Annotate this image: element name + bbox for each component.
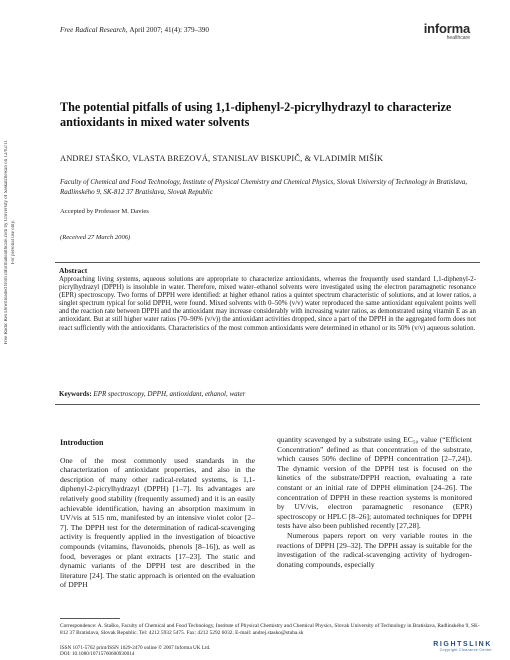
received-date: (Received 27 March 2006) bbox=[60, 234, 131, 241]
doi-line: DOI: 10.1080/10715760600930014 bbox=[60, 651, 135, 658]
abstract-top-rule bbox=[55, 262, 480, 263]
footnote-rule bbox=[60, 618, 120, 619]
body-paragraph: Numerous papers report on very variable routes in the reactions of DPPH [29–32]. The DPPH assay is suitable for the investigation of the radical-scavenging activity of hydrogen-donating compounds, especially bbox=[277, 530, 472, 569]
keywords-list: EPR spectroscopy, DPPH, antioxidant, ethanol, water bbox=[93, 390, 246, 398]
abstract-heading: Abstract bbox=[59, 266, 88, 275]
abstract-bottom-rule bbox=[55, 404, 480, 405]
publisher-logo bbox=[424, 22, 470, 41]
download-stamp bbox=[0, 140, 20, 370]
journal-header bbox=[60, 26, 209, 34]
abstract-block bbox=[55, 266, 480, 333]
body-paragraph: One of the most commonly used standards in the characterization of antioxidant properties, and also in the description of many other radical-related systems, is 1,1-diphenyl-2-picrylhydrazyl (DPPH) [1–7]. Its advantages are relatively good stability (frequently assumed) and it is an easily achievable identification, having an absorption maximum in UV/vis at 515 nm, manifested by an intensive violet color [2–7]. The DPPH test for the determination of radical-scavenging activity is frequently applied in the investigation of bioactive compounds (vitamins, flavonoids, phenols [8–16]), as well as food, beverages or plant extracts [17–23]. The static and dynamic variants of the DPPH test are described in the literature [24]. The static approach is oriented on the evaluation of DPPH bbox=[60, 455, 255, 590]
rightslink-wordmark: RIGHTSLINK bbox=[433, 641, 492, 648]
publication-info bbox=[60, 645, 210, 657]
body-column-left bbox=[60, 438, 255, 590]
correspondence-footnote: Correspondence: A. Staško, Faculty of Chemical and Food Technology, Institute of Physical Chemistry and Chemical Physics, Slovak University of Technology in Bratislava, Radlinského 9, SK-812 37 Bratislava, Slovak Republic. Tel: 4212 5932 5475. Fax: 4212 5292 6032. E-mail: andrej.stasko@stuba.sk bbox=[60, 623, 480, 636]
logo-wordmark: informa bbox=[423, 21, 470, 36]
download-stamp-line2: For personal use only. bbox=[11, 220, 16, 265]
rightslink-logo bbox=[433, 641, 492, 652]
rightslink-subtitle: Copyright Clearance Center bbox=[439, 648, 492, 652]
article-title: The potential pitfalls of using 1,1-diphenyl-2-picrylhydrazyl to characterize antioxidants in mixed water solvents bbox=[60, 100, 452, 129]
abstract-text: Approaching living systems, aqueous solutions are appropriate to characterize antioxidants, whereas the frequently used standard 1,1-diphenyl-2-picrylhydrazyl (DPPH) is insoluble in water. Therefore, mixed water–ethanol solvents were investigated using the electron paramagnetic resonance (EPR) spectroscopy. Two forms of DPPH were identified: at higher ethanol ratios a quintet spectrum characteristic of solutions, and at lower ratios, a singlet spectrum typical for solid DPPH, were found. Mixed solvents with 0–50% (v/v) water reproduced the same antioxidant equivalent points well and the reaction rate between DPPH and the antioxidant may increase considerably with increasing water ratios, as demonstrated using vitamin E as an antioxidant. But at still higher water ratios (70–90% (v/v)) the antioxidant activities dropped, since a part of the DPPH in the aggregated form does not react sufficiently with the antioxidants. Characteristics of the most common antioxidants were determined in ethanol or its 50% (v/v) aqueous solution. bbox=[59, 276, 476, 332]
keywords-line bbox=[59, 390, 245, 398]
body-paragraph: quantity scavenged by a substrate using EC₅₀ value (“Efficient Concentration” defined as that concentration of the substrate, which causes 50% decline of DPPH concentration [2–7,24]). The dynamic version of the DPPH test is focused on the kinetics of the substrate/DPPH reaction, evaluating a rate constant or an initial rate of DPPH elimination [24–26]. The concentration of DPPH in these reaction systems is monitored by UV/vis, electron paramagnetic resonance (EPR) spectroscopy or HPLC [8–26]; automated techniques for DPPH tests have also been published recently [27,28]. bbox=[277, 435, 472, 531]
body-column-right bbox=[277, 435, 472, 569]
logo-subtitle: healthcare bbox=[446, 35, 470, 41]
keywords-label: Keywords: bbox=[59, 390, 92, 398]
author-affiliation: Faculty of Chemical and Food Technology, Institute of Physical Chemistry and Chemical Physics, Slovak University of Technology in Bratislava, Radlinského 9, SK-812 37 Bratislava, Slovak Republic bbox=[60, 178, 468, 196]
section-heading-introduction: Introduction bbox=[60, 438, 104, 447]
journal-issue: April 2007; 41(4): 379–390 bbox=[129, 26, 209, 34]
accepted-by: Accepted by Professor M. Davies bbox=[60, 208, 149, 215]
article-authors: ANDREJ STAŠKO, VLASTA BREZOVÁ, STANISLAV BISKUPIČ, & VLADIMÍR MIŠÍK bbox=[60, 154, 384, 163]
download-stamp-line1: Free Radic Res Downloaded from informahealthcare.com by University of Saskatchewan on 12/02/11 bbox=[4, 140, 9, 345]
journal-name: Free Radical Research, bbox=[60, 26, 128, 34]
issn-line: ISSN 1071-5762 print/ISSN 1029-2470 online © 2007 Informa UK Ltd. bbox=[60, 645, 211, 651]
